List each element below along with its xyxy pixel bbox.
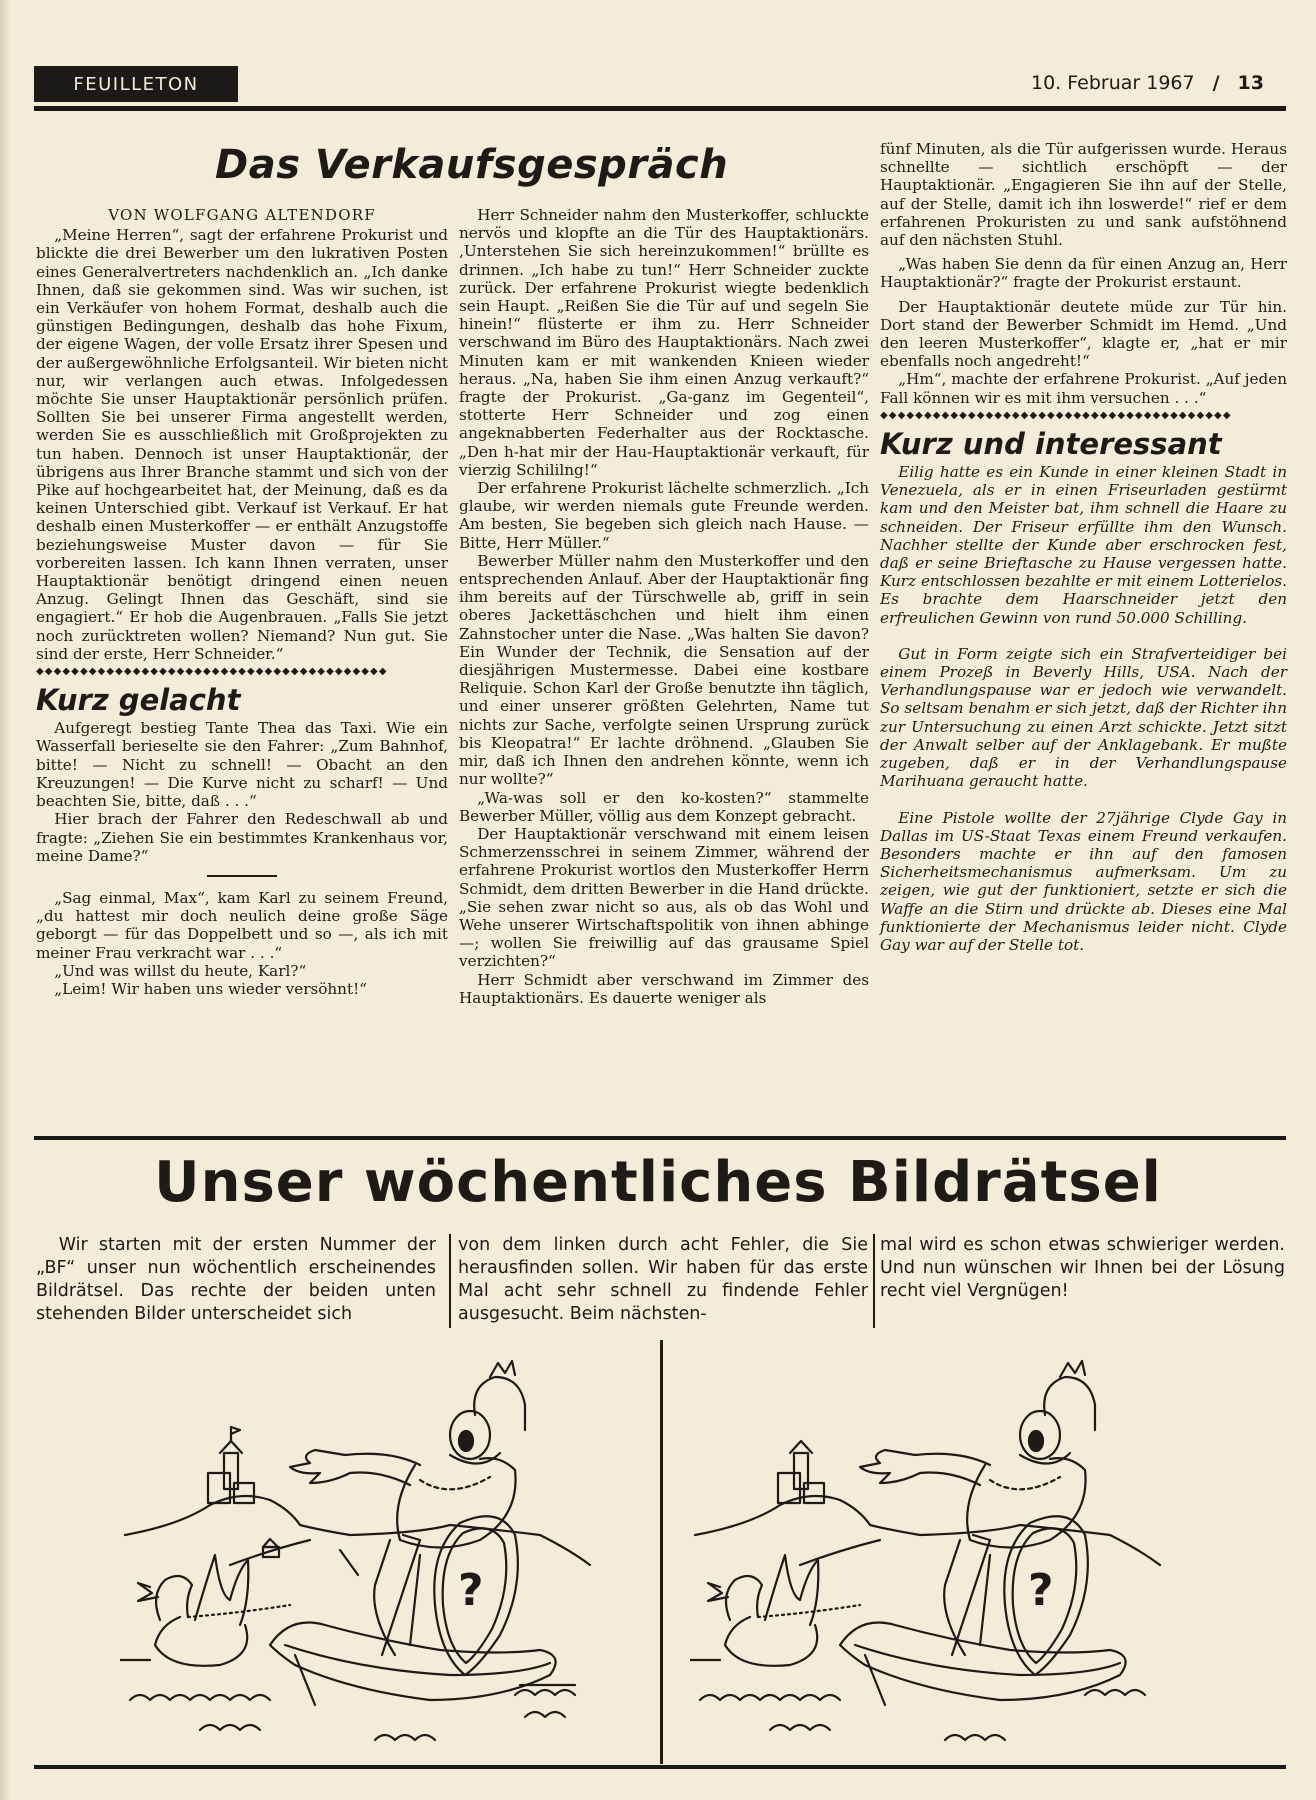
article-headline: Das Verkaufsgespräch [215,142,729,188]
article-paragraph: „Was haben Sie denn da für einen Anzug an, Herr Hauptaktionär?“ fragte der Prokurist erstaunt. [880,255,1287,292]
column-divider [873,1234,875,1328]
issue-info [1031,72,1264,94]
svg-text:?: ? [458,1565,484,1616]
joke-paragraph: „Leim! Wir haben uns wieder versöhnt!“ [54,979,367,998]
puzzle-intro-text: Wir starten mit der ersten Nummer der „BF“ unser nun wöchentlich erscheinendes Bildrätsel. Das rechte der beiden unten stehenden Bilder unterscheidet sich [36,1235,436,1324]
article-paragraph: Der Hauptaktionär deutete müde zur Tür hin. Dort stand der Bewerber Schmidt im Hemd. „Und den leeren Musterkoffer“, klagte er, „hat er mir ebenfalls noch angedreht!“ [880,297,1287,371]
footer-rule [34,1765,1286,1769]
kurz-und-interessant-heading: Kurz und interessant [880,427,1222,462]
issue-date: 10. Februar 1967 [1030,72,1195,94]
column-3 [880,140,1287,954]
castle-hill-icon [125,1427,590,1565]
boat-icon [840,1623,1126,1706]
svg-text:?: ? [1028,1565,1054,1616]
article-paragraph: „Wa-was soll er den ko-kosten?“ stammelte Bewerber Müller, völlig aus dem Konzept gebracht. [459,788,869,825]
puzzle-headline: Unser wöchentliches Bildrätsel [154,1150,1162,1215]
diamond-divider: ◆◆◆◆◆◆◆◆◆◆◆◆◆◆◆◆◆◆◆◆◆◆◆◆◆◆◆◆◆◆◆◆◆◆◆◆◆◆◆◆ [880,409,1232,421]
section-rule [34,1136,1286,1140]
boat-icon [270,1623,556,1706]
knight-figure-icon [860,1361,1095,1655]
article-paragraph: Herr Schneider nahm den Musterkoffer, schluckte nervös und klopfte an die Tür des Hauptaktionärs. ‚Unterstehen Sie sich hereinzukommen!“ brüllte es drinnen. „Ich habe zu tun!“ Herr Schneider zuckte zurück. Der erfahrene Prokurist wiegte bedenklich sein Haupt. „Reißen Sie die Tür auf und segeln Sie hinein!“ flüsterte er ihm zu. Herr Schneider verschwand im Büro des Hauptaktionärs. Nach zwei Minuten kam er mit wankenden Knieen wieder heraus. „Na, haben Sie ihm einen Anzug verkauft?“ fragte der Prokurist. „Ga-ganz im Gegenteil“, stotterte Herr Schneider und zog einen angeknabberten Federhalter aus der Rocktasche. „Den h-hat mir der Hau-Hauptaktionär verkauft, für vierzig Schililng!“ [459,206,869,479]
puzzle-intro-text: mal wird es schon etwas schwieriger werden. Und nun wünschen wir Ihnen bei der Lösung recht viel Vergnügen! [880,1235,1285,1301]
masthead [34,66,1284,110]
joke-paragraph: Hier brach der Fahrer den Redeschwall ab und fragte: „Ziehen Sie ein bestimmtes Krankenhaus vor, meine Dame?“ [36,810,448,865]
article-byline: VON WOLFGANG ALTENDORF [108,206,376,224]
puzzle-intro-text: von dem linken durch acht Fehler, die Sie herausfinden sollen. Wir haben für das erste Mal acht sehr schnell zu findende Fehler ausgesucht. Beim nächsten- [458,1235,868,1324]
joke-paragraph: „Und was willst du heute, Karl?“ [54,961,307,980]
article-paragraph: Herr Schmidt aber verschwand im Zimmer des Hauptaktionärs. Es dauerte weniger als [459,970,869,1007]
article-paragraph: Der Hauptaktionär verschwand mit einem leisen Schmerzensschrei in seinem Zimmer, während der erfahrene Prokurist wortlos den Musterkoffer Herrn Schmidt, dem dritten Bewerber in die Hand drückte. „Sie sehen zwar nicht so aus, als ob das Wohl und Wehe unserer Wirtschaftspolitik von ihnen abhinge —; wollen Sie freiwillig auf das grausame Spiel verzichten?“ [459,824,869,971]
page-number: 13 [1237,72,1264,94]
news-brief: Eine Pistole wollte der 27jährige Clyde Gay in Dallas im US-Staat Texas einem Freund verkaufen. Besonders machte er ihn auf den famosen Sicherheitsmechanismus aufmerksam. Um zu zeigen, wie gut der funktioniert, setzte er sich die Waffe an die Stirn und drückte ab. Dieses eine Mal funktionierte der Mechanismus leider nicht. Clyde Gay war auf der Stelle tot. [880,808,1287,954]
column-1 [36,206,448,998]
diamond-divider: ◆◆◆◆◆◆◆◆◆◆◆◆◆◆◆◆◆◆◆◆◆◆◆◆◆◆◆◆◆◆◆◆◆◆◆◆◆◆◆◆ [36,666,388,678]
article-paragraph: Bewerber Müller nahm den Musterkoffer und den entsprechenden Anlauf. Aber der Hauptaktionär fing ihm bereits auf der Türschwelle ab, griff in sein oberes Jackettäschchen und hielt ihm einen Zahnstocher unter die Nase. „Was halten Sie davon? Ein Wunder der Technik, die Sensation auf der diesjährigen Mustermesse. Dabei eine kostbare Reliquie. Schon Karl der Große benutzte ihn täglich, und einer unserer größten Gelehrten, Name tut nichts zur Sache, verfolgte seinen Ursprung zurück bis Kleopatra!“ Er lachte dröhnend. „Glauben Sie mir, daß ich Ihnen den andrehen könnte, wenn ich nur wollte?“ [459,551,869,789]
news-brief: Gut in Form zeigte sich ein Strafverteidiger bei einem Prozeß in Beverly Hills, USA. Nach der Verhandlungspause war er jedoch wie verwandelt. So seltsam benahm er sich jetzt, daß der Richter ihn zur Untersuchung zu einen Arzt schickte. Jetzt sitzt der Anwalt selber auf der Anklagebank. Er mußte zugeben, daß er in der Verhandlungspause Marihuana geraucht hatte. [880,644,1287,791]
swan-icon [708,1555,860,1666]
puzzle-intro-col2 [458,1234,868,1326]
joke-paragraph: Aufgeregt bestieg Tante Thea das Taxi. Wie ein Wasserfall berieselte sie den Fahrer: „Zum Bahnhof, bitte! — Nicht zu schnell! — Obacht an den Kreuzungen! — Die Kurve nicht zu scharf! — Und beachten Sie, bitte, daß . . .“ [36,719,448,811]
column-2 [459,206,869,1007]
issue-separator: / [1212,72,1220,94]
news-briefs [880,463,1287,954]
news-brief: Eilig hatte es ein Kunde in einer kleinen Stadt in Venezuela, als er in einen Friseurladen gestürmt kam und den Meister bat, ihm schnell die Haare zu schneiden. Der Friseur erfüllte ihm den Wunsch. Nachher stellte der Kunde aber erschrocken fest, daß er seine Brieftasche zu Hause vergessen hatte. Kurz entschlossen bezahlte er mit einem Lotterielos. Es brachte dem Haarschneider jetzt den erfreulichen Gewinn von rund 50.000 Schilling. [880,463,1287,627]
puzzle-intro-col1 [36,1234,436,1326]
article-paragraph: fünf Minuten, als die Tür aufgerissen wurde. Heraus schnellte — sichtlich erschöpft — der Hauptaktionär. „Engagieren Sie ihn auf der Stelle, auf der Stelle, damit ich ihn loswerde!“ rief er dem erfahrenen Prokuristen zu und sank aufstöhnend auf den nächsten Stuhl. [880,140,1287,250]
page-binding-edge [0,0,10,1800]
joke-paragraph: „Sag einmal, Max“, kam Karl zu seinem Freund, „du hattest mir doch neulich deine große Säge geborgt — für das Doppelbett und so —, als ich mit meiner Frau verkracht war . . .“ [36,888,448,962]
castle-hill-icon [695,1441,1160,1565]
article-paragraph: „Meine Herren“, sagt der erfahrene Prokurist und blickte die drei Bewerber um den lukrativen Posten eines Generalvertreters nachdenklich an. „Ich danke Ihnen, daß sie gekommen sind. Was wir suchen, ist ein Verkäufer von hohem Format, deshalb auch die günstigen Bedingungen, deshalb das hohe Fixum, der eigene Wagen, der volle Ersatz ihrer Spesen und der außergewöhnliche Erfolgsanteil. Wir bieten nicht nur, wir verlangen auch etwas. Infolgedessen möchte Sie unser Hauptaktionär persönlich prüfen. Sollten Sie bei unserer Firma angestellt werden, werden Sie es ausschließlich mit Großprojekten zu tun haben. Dennoch ist unser Hauptaktionär, der übrigens aus Ihrer Branche stammt und sich von der Pike auf hochgearbeitet hat, der Meinung, daß es da keinen Unterschied gibt. Verkauf ist Verkauf. Er hat deshalb einen Musterkoffer — er enthält Anzugstoffe beziehungsweise Muster davon — für Sie vorbereiten lassen. Ich kann Ihnen verraten, unser Hauptaktionär benötigt dringend einen neuen Anzug. Gelingt Ihnen das Geschäft, sind sie engagiert.“ Er hob die Augenbrauen. „Falls Sie jetzt noch zurücktreten wollen? Niemand? Nun gut. Sie sind der erste, Herr Schneider.“ [36,226,448,663]
article-paragraph: Der erfahrene Prokurist lächelte schmerzlich. „Ich glaube, wir werden niemals gute Freunde werden. Am besten, Sie begeben sich gleich nach Hause. — Bitte, Herr Müller.“ [459,479,869,552]
article-paragraph: „Hm“, machte der erfahrene Prokurist. „Auf jeden Fall können wir es mit ihm versuchen . . .“ [880,370,1287,407]
section-label: FEUILLETON [34,66,238,102]
swan-icon [138,1555,290,1666]
puzzle-image-original [120,1355,660,1765]
knight-figure-icon [290,1361,525,1655]
puzzle-image-modified [690,1355,1230,1765]
header-rule [34,106,1286,111]
joke-separator [207,875,277,877]
kurz-gelacht-heading: Kurz gelacht [36,683,241,718]
puzzle-intro-col3 [880,1234,1285,1303]
image-divider [660,1340,663,1764]
column-divider [449,1234,451,1328]
